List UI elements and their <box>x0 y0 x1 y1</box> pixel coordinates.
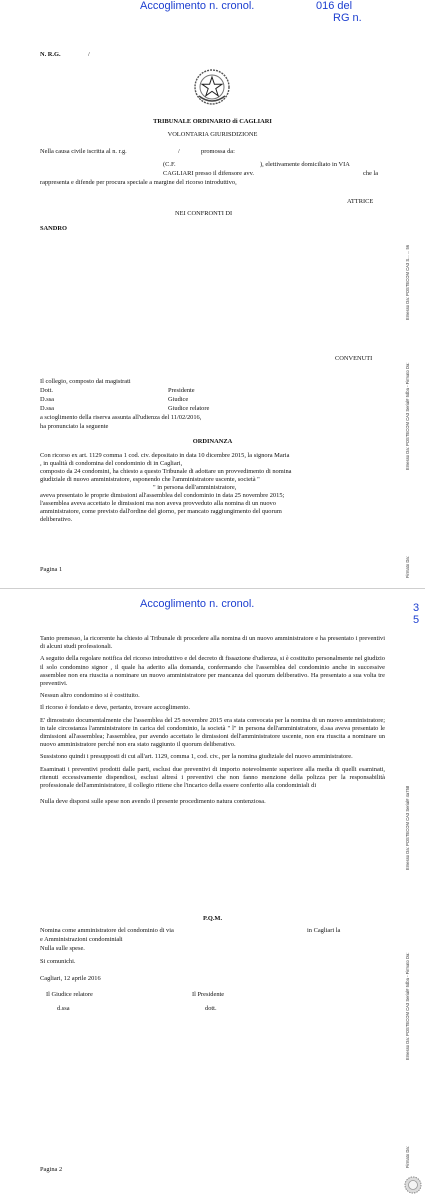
body-paragraph: Tanto premesso, la ricorrente ha chiesto al Tribunale di procedere alla nomina di un nuovo amministratore e ha presentato i preventivi di alcuni studi professionali. <box>40 635 385 651</box>
giudice-label: Il Giudice relatore <box>46 991 93 998</box>
convenuti-label: CONVENUTI <box>335 355 373 362</box>
para-line: deliberativo. <box>40 516 73 523</box>
judge-3-title: D.ssa <box>40 405 55 412</box>
body-paragraph: A seguito della regolare notifica del ricorso introduttivo e del decreto di fissazione d'udienza, si è costituito personalmente nel giudizio il solo condomino signor , il quale ha aderito alla domanda, confermando che l'assemblea del condominio anche in successive assemblee non era riuscita a nominare un nuovo amministratore per mancanza del quorum deliberativo. Ha presentato a sua volta tre preventivi. <box>40 655 385 688</box>
date-place: Cagliari, 12 aprile 2016 <box>40 975 101 982</box>
para-line: aveva presentato le proprie dimissioni all'assemblea del condominio in data 25 novembre 2015; <box>40 492 285 499</box>
para-line: giudiziale di nuovo amministratore, esponendo che l'amministratore uscente, società " <box>40 476 260 483</box>
body-paragraph: Nulla deve disporsi sulle spese non avendo il presente procedimento natura contenziosa. <box>40 798 266 806</box>
nrg-label: N. R.G. <box>40 51 61 58</box>
presidente-label: Il Presidente <box>192 991 225 998</box>
cause-slash: / <box>178 148 180 155</box>
stamp-cronol: Accoglimento n. cronol. <box>140 0 255 12</box>
stamp-del: 016 del <box>316 0 353 12</box>
stamp-fragment-3: 3 <box>413 602 420 614</box>
signature-strip: Firmato Da: <box>405 556 410 578</box>
stamp-rg: RG n. <box>333 12 362 24</box>
judge-1-title: Dott. <box>40 387 53 394</box>
presidente-name: dott. <box>205 1005 217 1012</box>
body-paragraph: Nessun altro condomino si è costituito. <box>40 692 140 700</box>
judge-2-title: D.ssa <box>40 396 55 403</box>
si-comunichi: Si comunichi. <box>40 958 76 965</box>
college-text: Il collegio, composto dai magistrati <box>40 378 131 385</box>
cf-open: (C.F. <box>163 161 176 168</box>
body-paragraph: E' dimostrato documentalmente che l'assemblea del 25 novembre 2015 era stata convocata per la nomina di un nuovo amministratore; in tale circostanza l'amministratore in carica del condominio, la società " l" in persona dell'amministratore, d.ssa aveva presentato le dimissioni all'assemblea; l'assemblea, pur avendo accettato le dimissioni dell'amministratore uscente, non era riuscita a nominare un nuovo amministratore perché non era stato raggiunto il quorum deliberativo. <box>40 716 385 749</box>
nulla-spese: Nulla sulle spese. <box>40 945 85 952</box>
signature-strip: Emesso Da: POSTECOM CA3 S... ... 56 <box>405 244 410 320</box>
addr-chela: che la <box>363 170 379 177</box>
page-number-2: Pagina 2 <box>40 1166 63 1173</box>
signature-strip: Firmato Da: <box>405 1146 410 1168</box>
addr-avv: CAGLIARI presso il difensore avv. <box>163 170 254 177</box>
judge-1-role: Presidente <box>168 387 195 394</box>
judge-3-role: Giudice relatore <box>168 405 210 412</box>
rep-text: rappresenta e difende per procura speciale a margine del ricorso introduttivo, <box>40 179 237 186</box>
body-paragraph: Il ricorso è fondato e deve, pertanto, trovare accoglimento. <box>40 704 190 712</box>
para-line: l'assemblea aveva accettato le dimissioni ma non aveva provveduto alla nomina di un nuovo <box>40 500 276 507</box>
giudice-name: d.ssa <box>57 1005 70 1012</box>
cause-text: Nella causa civile iscritta al n. r.g. <box>40 148 127 155</box>
seal-icon <box>404 1176 422 1194</box>
nomina-admin: e Amministrazioni condominiali <box>40 936 123 943</box>
nrg-slash: / <box>88 51 90 58</box>
signature-strip: Emesso Da: POSTECOM CA3 Serial# 5dba - Firmato Da: <box>405 362 410 470</box>
para-line: " in persona dell'amministratore, <box>153 484 237 491</box>
riserva-text: a scioglimento della riserva assunta all'udienza del 11/02/2016, <box>40 414 202 421</box>
judge-2-role: Giudice <box>168 396 189 403</box>
body-paragraph: Esaminati i preventivi prodotti dalle parti, esclusi due preventivi di importo notevolmente superiore alla media di quelli esaminati, ritenuti eccessivamente dispendiosi, esclusi altresì i preventivi che non fanno menzione della polizza per la responsabilità professionale dell'amministratore, il collegio ritiene che l'incarico della essere conferito alla condominiali di <box>40 765 385 790</box>
pqm-heading: P.Q.M. <box>202 915 223 922</box>
para-line: Con ricorso ex art. 1129 comma 1 cod. civ. depositato in data 10 dicembre 2015, la signora Maria <box>40 452 290 459</box>
nomina-text: Nomina come amministratore del condominio di via <box>40 927 174 934</box>
page-separator <box>0 588 425 589</box>
cf-domicile: ), elettivamente domiciliato in VIA <box>260 161 350 168</box>
respondent-name: SANDRO <box>40 225 67 232</box>
court-subtitle: VOLONTARIA GIURISDIZIONE <box>167 131 258 138</box>
body-paragraph: Sussistono quindi i presupposti di cui all'art. 1129, comma 1, cod. civ., per la nomina giudiziale del nuovo amministratore. <box>40 753 353 761</box>
page2-body <box>40 635 385 806</box>
signature-strip: Emesso Da: POSTECOM CA3 Serial# 4a758 <box>405 785 410 870</box>
pronunciato-text: ha pronunciato la seguente <box>40 423 109 430</box>
nomina-city: in Cagliari la <box>307 927 341 934</box>
para-line: , in qualità di condomina del condominio di in Cagliari, <box>40 460 183 467</box>
stamp-cronol-2: Accoglimento n. cronol. <box>140 598 255 610</box>
attrice-label: ATTRICE <box>347 198 374 205</box>
ordinanza-paragraph <box>40 452 385 524</box>
cause-promossa: promossa da: <box>201 148 235 155</box>
para-line: amministratore, come previsto dall'ordine del giorno, per mancato raggiungimento del quorum <box>40 508 282 515</box>
nei-confronti: NEI CONFRONTI DI <box>175 210 233 217</box>
court-title: TRIBUNALE ORDINARIO di CAGLIARI <box>153 118 272 125</box>
ordinanza-heading: ORDINANZA <box>192 438 233 445</box>
republic-emblem-icon <box>193 68 231 106</box>
page-number-1: Pagina 1 <box>40 566 63 573</box>
stamp-fragment-5: 5 <box>413 614 420 626</box>
signature-strip: Emesso Da: POSTECOM CA3 Serial# 5dba - Firmato Da: <box>405 952 410 1060</box>
para-line: composto da 24 condomini, ha chiesto a questo Tribunale di adottare un provvedimento di nomina <box>40 468 292 475</box>
